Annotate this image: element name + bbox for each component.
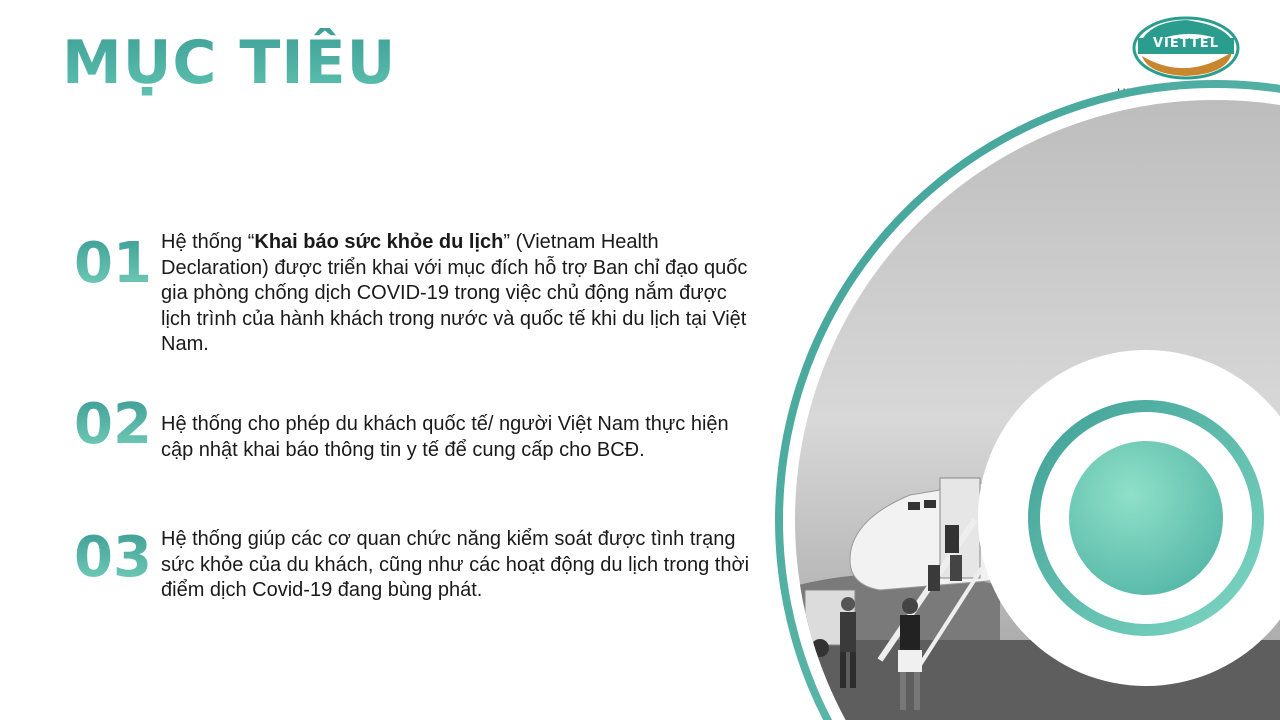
- item-text-bold: Khai báo sức khỏe du lịch: [254, 231, 504, 253]
- item-number: 01: [74, 231, 152, 296]
- item-number: 02: [74, 392, 152, 457]
- slide-title: MỤC TIÊU: [62, 28, 397, 98]
- item-text: Hệ thống giúp các cơ quan chức năng kiểm soát được tình trạng sức khỏe của du khách, cũng như các hoạt động du lịch trong thời điểm dịch Covid-19 đang bùng phát.: [161, 528, 750, 601]
- item-number: 03: [74, 525, 152, 590]
- logo-wordmark: VIETTEL: [1153, 36, 1219, 51]
- item-text: Hệ thống cho phép du khách quốc tế/ người Việt Nam thực hiện cập nhật khai báo thông tin y tế để cung cấp cho BCĐ.: [161, 413, 729, 461]
- inner-disc: [1069, 441, 1223, 595]
- item-text: Hệ thống “Khai báo sức khỏe du lịch” (Vietnam Health Declaration) được triển khai với mục đích hỗ trợ Ban chỉ đạo quốc gia phòng chống dịch COVID-19 trong việc chủ động nắm được lịch trình của hành khách trong nước và quốc tế khi du lịch tại Việt Nam.: [161, 231, 748, 355]
